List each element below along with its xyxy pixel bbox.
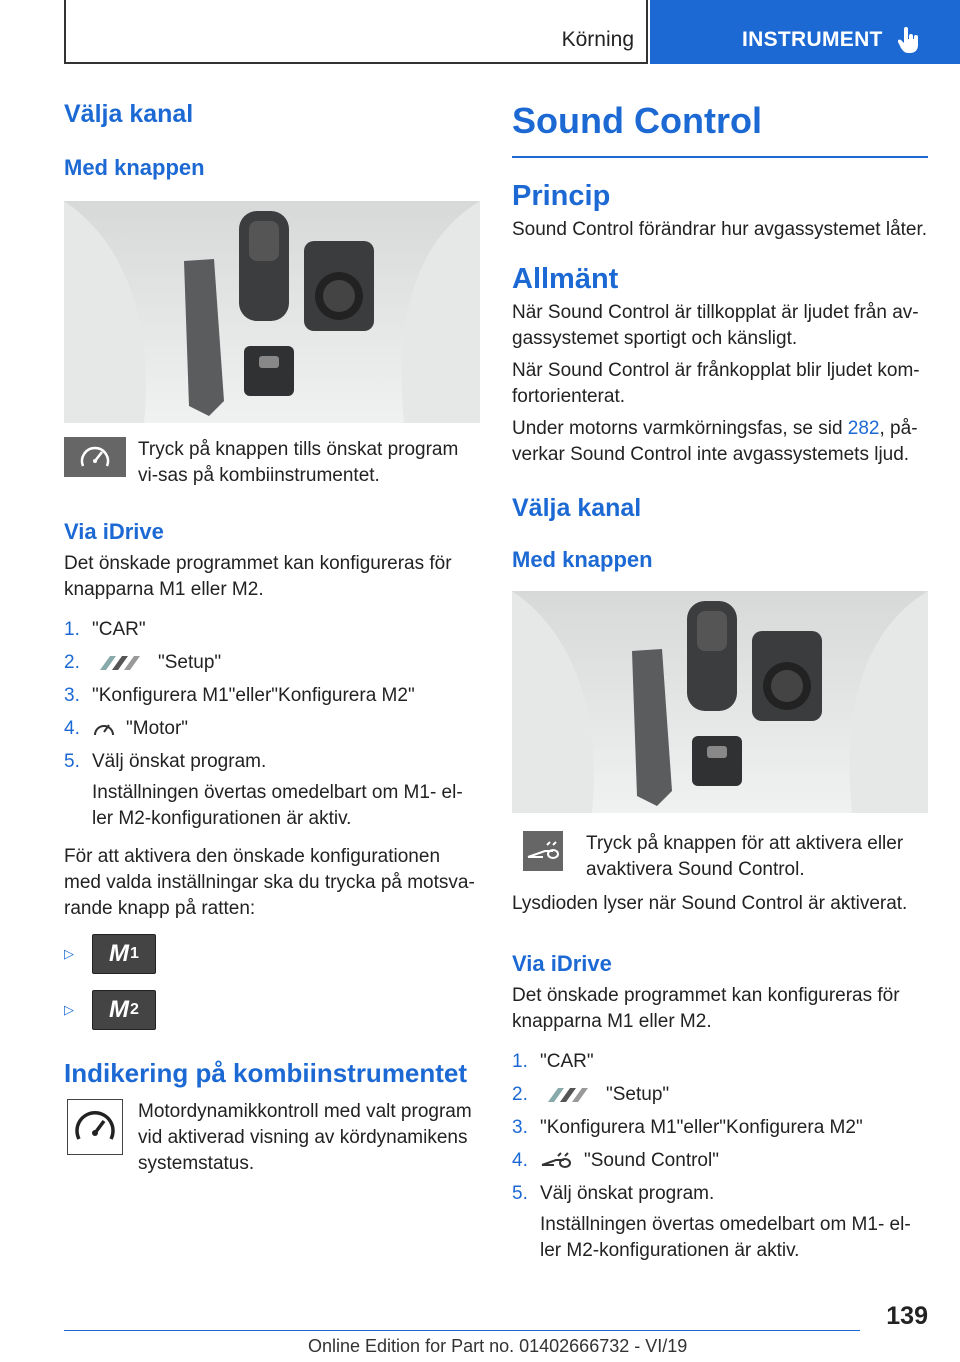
exhaust-small-icon	[540, 1151, 574, 1171]
note-sound-button	[512, 831, 928, 883]
general-title: Allmänt	[512, 263, 619, 295]
speedometer-icon	[64, 437, 126, 477]
triangle-bullet-icon: ▷	[64, 946, 74, 961]
list-item: 1. "CAR"	[64, 619, 146, 640]
note-sound-button-text: Tryck på knappen för att aktivera eller avaktivera Sound Control.	[586, 833, 904, 880]
right-column	[512, 100, 928, 1264]
footer-divider	[64, 1330, 860, 1331]
list-item: 4. "Sound Control"	[512, 1150, 719, 1171]
left-subtitle-button: Med knappen	[64, 155, 205, 180]
right-subtitle-idrive: Via iDrive	[512, 951, 612, 976]
hand-pointer-icon	[898, 27, 922, 55]
speedometer-small-icon	[92, 719, 116, 739]
right-idrive-intro: Det önskade programmet kan konfigureras för knapparna M1 eller M2.	[512, 985, 900, 1032]
left-section-title: Välja kanal	[64, 100, 194, 128]
general-p1: När Sound Control är tillkopplat är ljudet från av-gassystemet sportigt och känsligt.	[512, 302, 919, 349]
list-item: 4. "Motor"	[64, 718, 189, 739]
right-step-list	[512, 1049, 928, 1207]
m-stripes-icon	[92, 656, 148, 670]
left-column	[64, 100, 480, 1177]
right-step5-extra: Inställningen övertas omedelbart om M1- el-ler M2-konfigurationen är aktiv.	[540, 1214, 911, 1261]
left-activate-text: För att aktivera den önskade konfigurationen med valda inställningar ska du trycka på motsva-rande knapp på ratten:	[64, 846, 475, 919]
triangle-bullet-icon: ▷	[64, 1002, 74, 1017]
display-text: Motordynamikkontroll med valt program vid aktiverad visning av kördynamikens systemstatus.	[138, 1101, 472, 1174]
page-number: 139	[886, 1302, 928, 1330]
general-p3: Under motorns varmkörningsfas, se sid 282, på-verkar Sound Control inte avgassystemets ljud.	[512, 418, 918, 465]
m2-button-row	[64, 990, 480, 1030]
display-section-title: Indikering på kombiinstrumentet	[64, 1058, 468, 1088]
list-item: 1. "CAR"	[512, 1051, 594, 1072]
header-chapter-label: INSTRUMENT	[742, 28, 883, 51]
list-item: 5. Välj önskat program.	[512, 1183, 715, 1204]
footer-text: Online Edition for Part no. 01402666732 - VI/19	[308, 1336, 688, 1356]
center-console-photo-2	[512, 591, 928, 813]
led-text: Lysdioden lyser när Sound Control är aktiverat.	[512, 893, 908, 914]
m2-button-image: M 2	[92, 990, 156, 1030]
left-step5-extra: Inställningen övertas omedelbart om M1- el-ler M2-konfigurationen är aktiv.	[92, 782, 463, 829]
left-subtitle-idrive: Via iDrive	[64, 519, 164, 544]
note-display	[64, 1099, 480, 1177]
header-section-tab	[64, 0, 648, 64]
note-press-button-text: Tryck på knappen tills önskat program vi-sas på kombiinstrumentet.	[138, 439, 459, 486]
note-press-button	[64, 437, 480, 489]
page-link[interactable]: 282	[847, 418, 880, 439]
principle-text: Sound Control förändrar hur avgassystemet låter.	[512, 219, 928, 240]
general-p2: När Sound Control är frånkopplat blir ljudet kom-fortorienterat.	[512, 360, 920, 407]
right-select-title: Välja kanal	[512, 494, 642, 522]
list-item: 3. "Konfigurera M1"eller"Konfigurera M2"	[512, 1117, 863, 1138]
exhaust-icon	[512, 831, 574, 871]
list-item: 2. "Setup"	[512, 1084, 670, 1105]
header-section-label: Körning	[561, 28, 634, 51]
left-step-list	[64, 617, 480, 775]
list-item: 5. Välj önskat program.	[64, 751, 267, 772]
list-item: 2. "Setup"	[64, 652, 222, 673]
header-chapter-tab	[650, 0, 960, 64]
right-subtitle-button: Med knappen	[512, 547, 653, 572]
m-stripes-icon	[540, 1088, 596, 1102]
speedometer-large-icon	[64, 1099, 126, 1155]
principle-title: Princip	[512, 180, 611, 212]
m1-button-image: M 1	[92, 934, 156, 974]
left-idrive-intro: Det önskade programmet kan konfigureras för knapparna M1 eller M2.	[64, 553, 452, 600]
list-item: 3. "Konfigurera M1"eller"Konfigurera M2"	[64, 685, 415, 706]
page-title: Sound Control	[512, 100, 928, 158]
m1-button-row	[64, 934, 480, 974]
center-console-photo	[64, 201, 480, 423]
